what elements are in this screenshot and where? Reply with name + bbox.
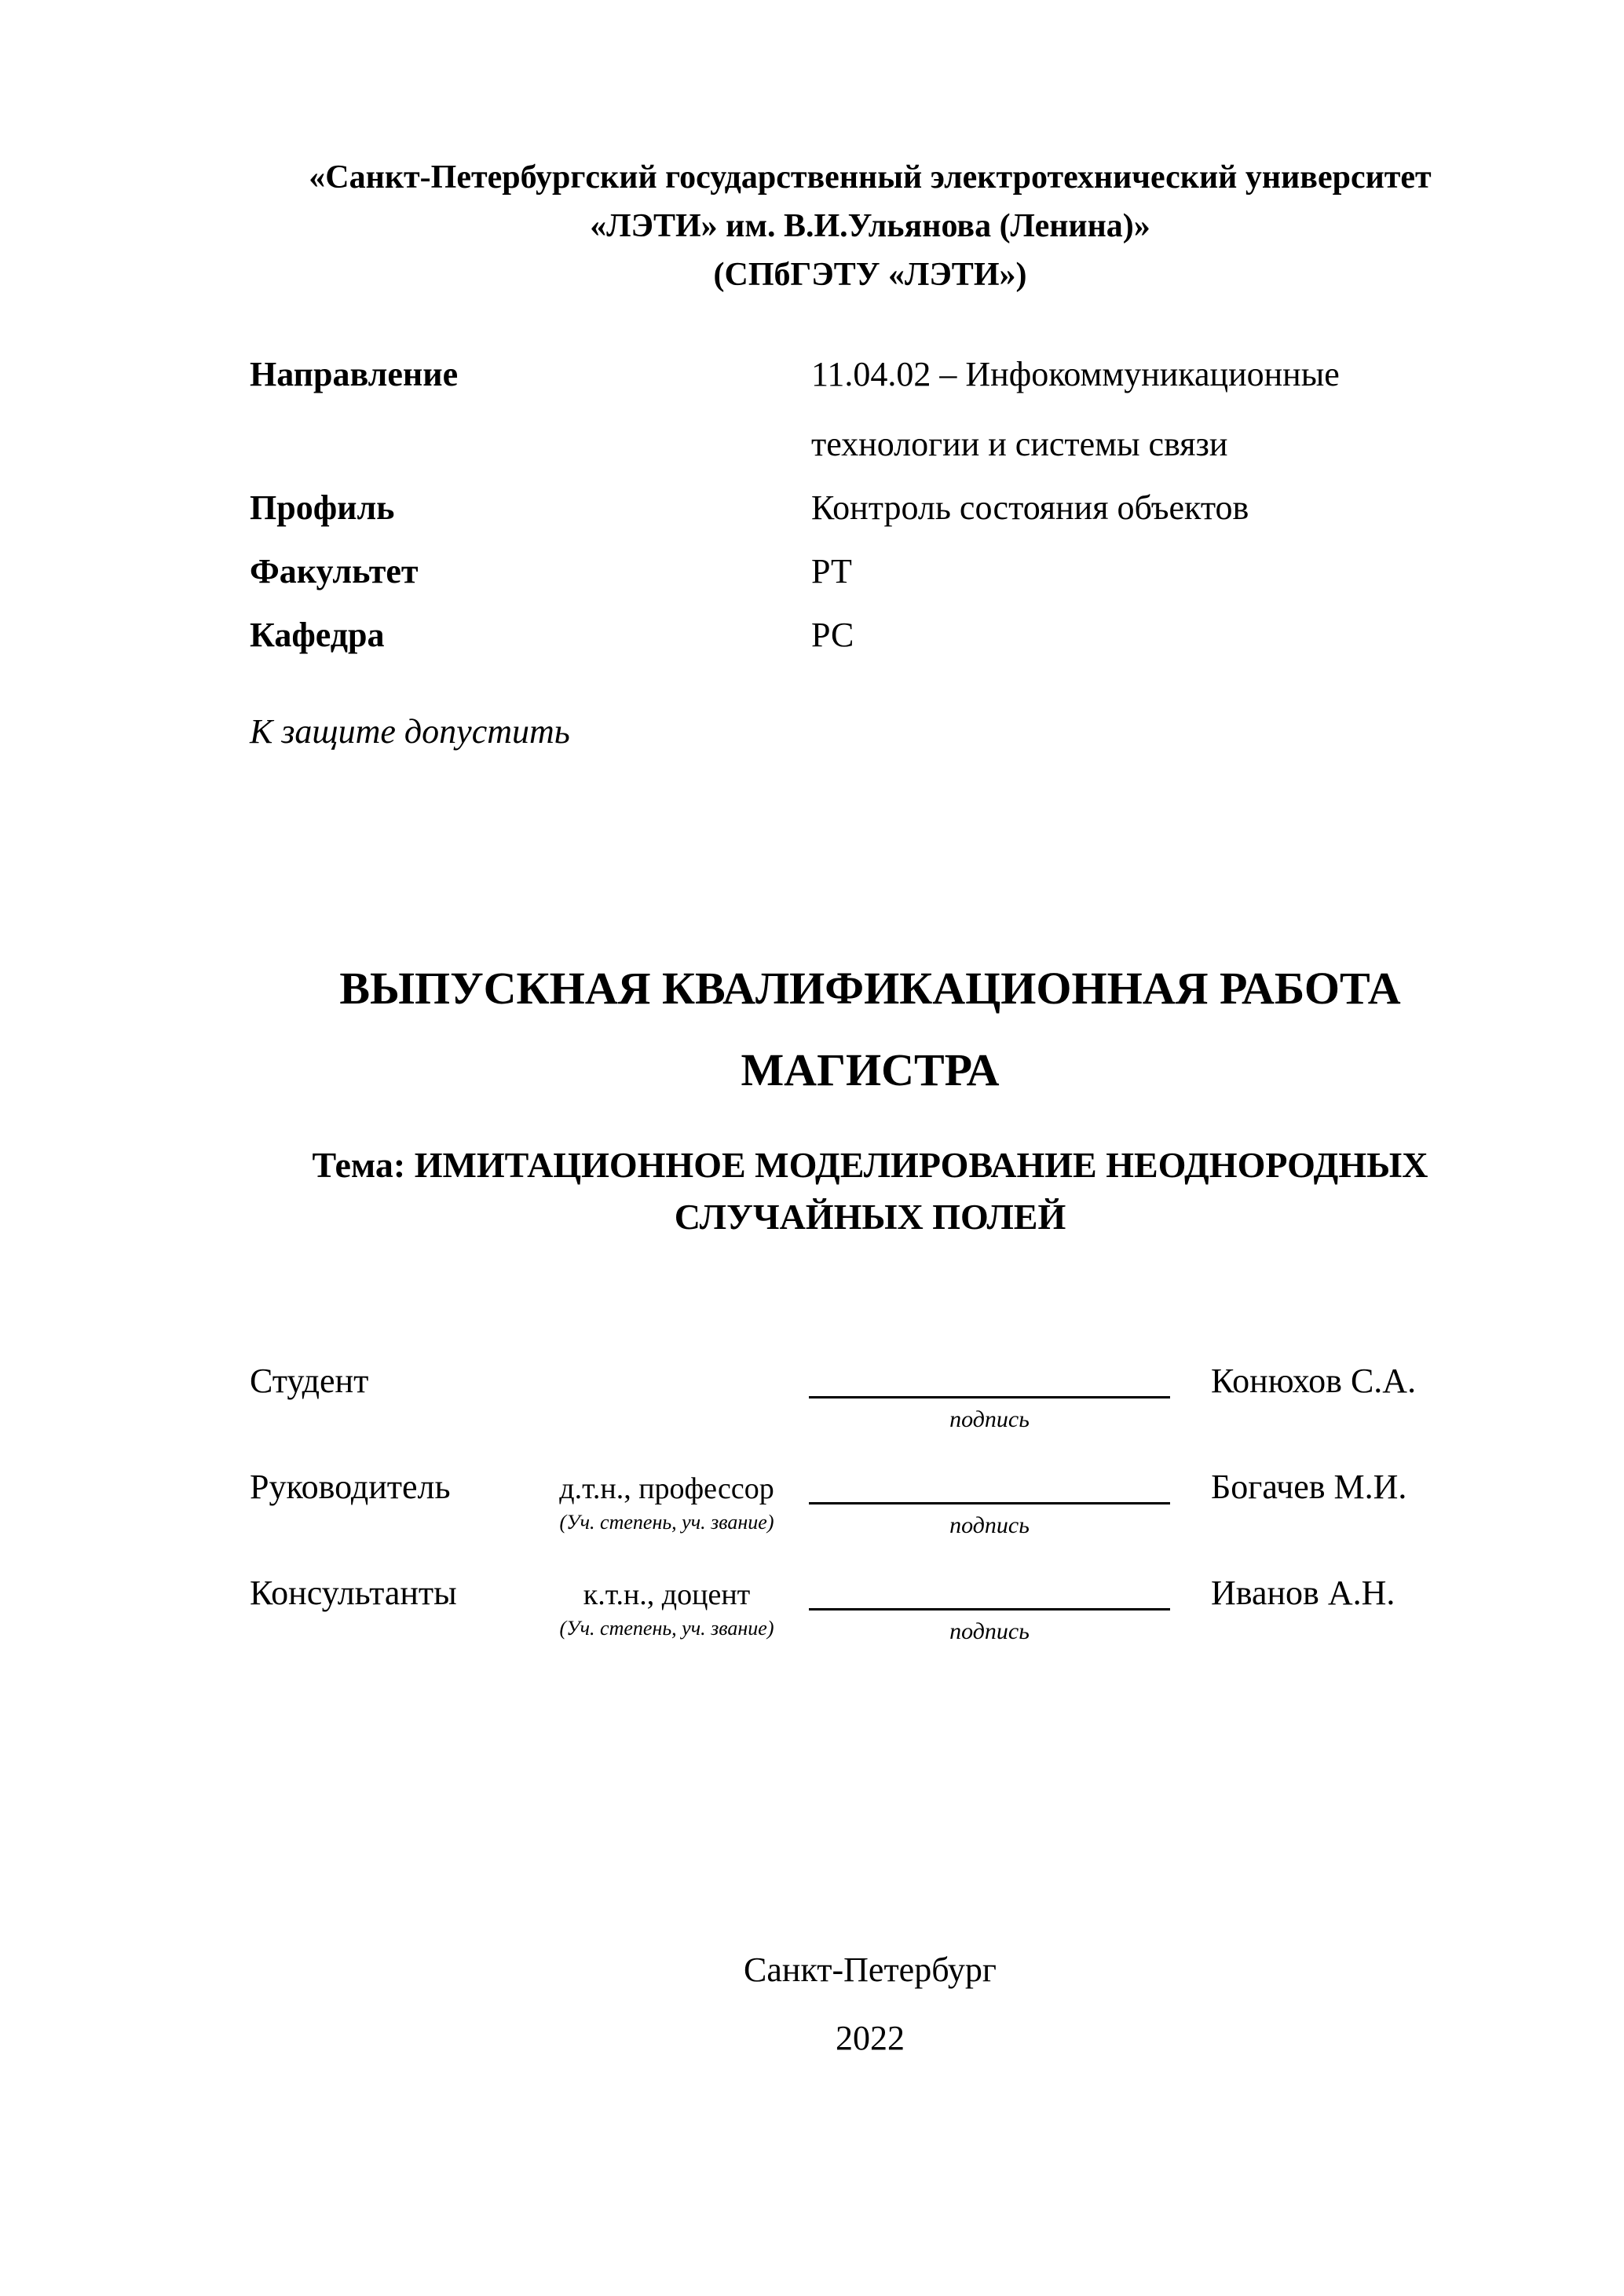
work-title [250,948,1490,1111]
field-value-direction-line-2: технологии и системы связи [811,425,1228,463]
university-header-line-2: «ЛЭТИ» им. В.И.Ульянова (Ленина)» [590,208,1150,244]
field-label-direction: Направление [250,355,459,393]
signature-block-supervisor [809,1467,1170,1539]
signer-name-supervisor: Богачев М.И. [1211,1468,1407,1506]
role-label-supervisor: Руководитель [250,1468,451,1506]
signatures-section [250,1361,1490,1645]
signature-caption-consultants: подпись [949,1618,1030,1644]
university-header [250,153,1490,299]
year-label: 2022 [836,2019,905,2057]
university-header-line-3: (СПбГЭТУ «ЛЭТИ») [713,257,1027,293]
degree-block-student [540,1361,793,1367]
field-label-profile: Профиль [250,488,395,527]
field-value-department: РС [811,616,854,654]
field-value-profile: Контроль состояния объектов [811,488,1249,527]
program-fields [250,354,1490,655]
field-value-faculty: РТ [811,552,852,590]
signature-row-consultants [250,1573,1490,1645]
field-row-department [250,615,1490,655]
signature-row-student [250,1361,1490,1433]
degree-label-consultants: к.т.н., доцент [583,1578,751,1611]
field-row-faculty [250,551,1490,591]
signature-caption-supervisor: подпись [949,1512,1030,1538]
degree-caption-supervisor: (Уч. степень, уч. звание) [559,1511,774,1534]
signature-line-consultants [809,1573,1170,1610]
field-label-empty [250,424,811,464]
role-label-student: Студент [250,1362,369,1400]
university-header-line-1: «Санкт-Петербургский государственный электротехнический университет [309,159,1432,196]
degree-label-supervisor: д.т.н., профессор [559,1472,774,1505]
city-label: Санкт-Петербург [744,1951,997,1989]
signer-name-student: Конюхов С.А. [1211,1362,1417,1400]
admit-note: К защите допустить [250,712,570,751]
theme-title [250,1139,1490,1243]
signature-line-student [809,1361,1170,1398]
role-label-consultants: Консультанты [250,1574,457,1612]
signature-caption-student: подпись [949,1406,1030,1432]
signature-line-supervisor [809,1467,1170,1504]
theme-line-1: Тема: ИМИТАЦИОННОЕ МОДЕЛИРОВАНИЕ НЕОДНОРОДНЫХ [312,1145,1428,1185]
work-title-line-1: ВЫПУСКНАЯ КВАЛИФИКАЦИОННАЯ РАБОТА [339,963,1401,1014]
degree-block-supervisor [540,1467,793,1534]
field-row-direction [250,354,1490,394]
field-value-direction-line-1: 11.04.02 – Инфокоммуникационные [811,355,1340,393]
work-title-line-2: МАГИСТРА [741,1044,1000,1095]
footer [250,1950,1490,2058]
signature-block-consultants [809,1573,1170,1645]
theme-line-2: СЛУЧАЙНЫХ ПОЛЕЙ [674,1197,1066,1237]
field-label-department: Кафедра [250,616,385,654]
signer-name-consultants: Иванов А.Н. [1211,1574,1395,1612]
field-row-direction-continuation [250,424,1490,464]
field-label-faculty: Факультет [250,552,419,590]
field-row-profile [250,488,1490,528]
degree-block-consultants [540,1573,793,1640]
signature-block-student [809,1361,1170,1433]
signature-row-supervisor [250,1467,1490,1539]
degree-caption-consultants: (Уч. степень, уч. звание) [559,1617,774,1640]
